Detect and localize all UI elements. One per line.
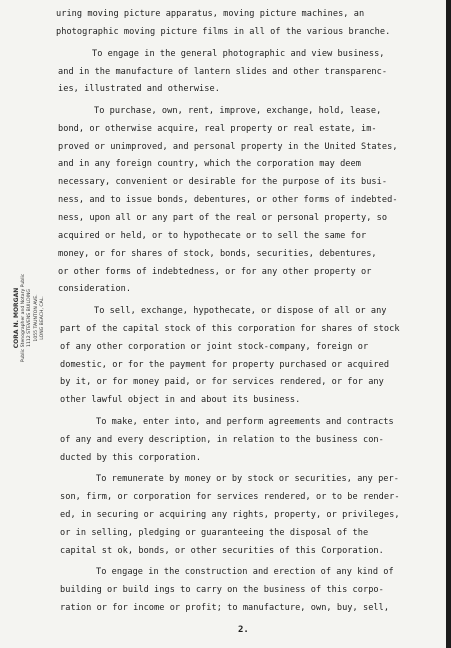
text-line: To sell, exchange, hypothecate, or dispose of all or any [94,306,387,316]
text-line: capital st ok, bonds, or other securities of this Corporation. [60,545,384,556]
text-line: ration or for income or profit; to manufacture, own, buy, sell, [60,603,390,613]
text-line: ducted by this corporation. [60,452,202,463]
stamp-line: 1112 STEVENS BUILDING [27,289,32,347]
text-line: To purchase, own, rent, improve, exchange, hold, lease, [94,105,382,116]
text-line: or other forms of indebtedness, or for any other property or [58,266,372,277]
text-line: domestic, or for the payment for property purchased or acquired [60,359,390,370]
text-line: To remunerate by money or by stock or securities, any per- [96,474,399,485]
text-line: necessary, convenient or desirable for the purpose of its busi- [58,177,388,188]
text-line: To engage in the construction and erection of any kind of [96,567,394,578]
text-line: or in selling, pledging or guaranteeing the disposal of the [60,527,369,538]
text-line: proved or unimproved, and personal property in the United States, [58,141,398,152]
text-line: acquired or held, or to hypothecate or to sell the same for [58,230,367,241]
text-line: of any other corporation or joint stock-company, foreign or [60,341,369,352]
text-line: and in any foreign country, which the corporation may deem [58,159,361,170]
text-line: money, or for shares of stock, bonds, securities, debentures, [58,248,377,259]
text-line: part of the capital stock of this corporation for shares of stock [60,323,400,334]
stamp-line: 1055 TAUNTON AVE. [33,294,39,342]
text-line: photographic moving picture films in all of the various branche. [56,26,391,37]
text-line: and in the manufacture of lantern slides and other transparenc- [58,67,388,78]
text-line: son, firm, or corporation for services rendered, or to be render- [60,492,400,503]
text-line: consideration. [58,284,132,295]
scan-edge [446,0,451,648]
text-line: ed, in securing or acquiring any rights, property, or privileges, [60,509,400,520]
text-line: To make, enter into, and perform agreements and contracts [96,416,394,427]
text-line: ness, upon all or any part of the real or personal property, so [58,212,388,223]
page-number: 2. [238,625,249,635]
text-line: To engage in the general photographic and view business, [92,49,385,60]
text-line: by it, or for money paid, or for services rendered, or for any [60,377,384,388]
text-line: other lawful object in and about its business. [60,395,301,406]
stamp-name: CORA N. MORGAN [13,287,20,349]
text-line: ies, illustrated and otherwise. [58,84,220,95]
stamp-line: LONG BEACH, CAL. [40,296,45,340]
text-line: bond, or otherwise acquire, real property or real estate, im- [58,123,377,134]
text-line: ness, and to issue bonds, debentures, or other forms of indebted- [58,195,398,206]
stamp-line: Public Stenographer and Notary Public [20,273,26,363]
text-line: uring moving picture apparatus, moving picture machines, an [56,9,365,19]
text-line: of any and every description, in relation to the business con- [60,434,384,445]
text-line: building or build ings to carry on the business of this corpo- [60,585,384,596]
